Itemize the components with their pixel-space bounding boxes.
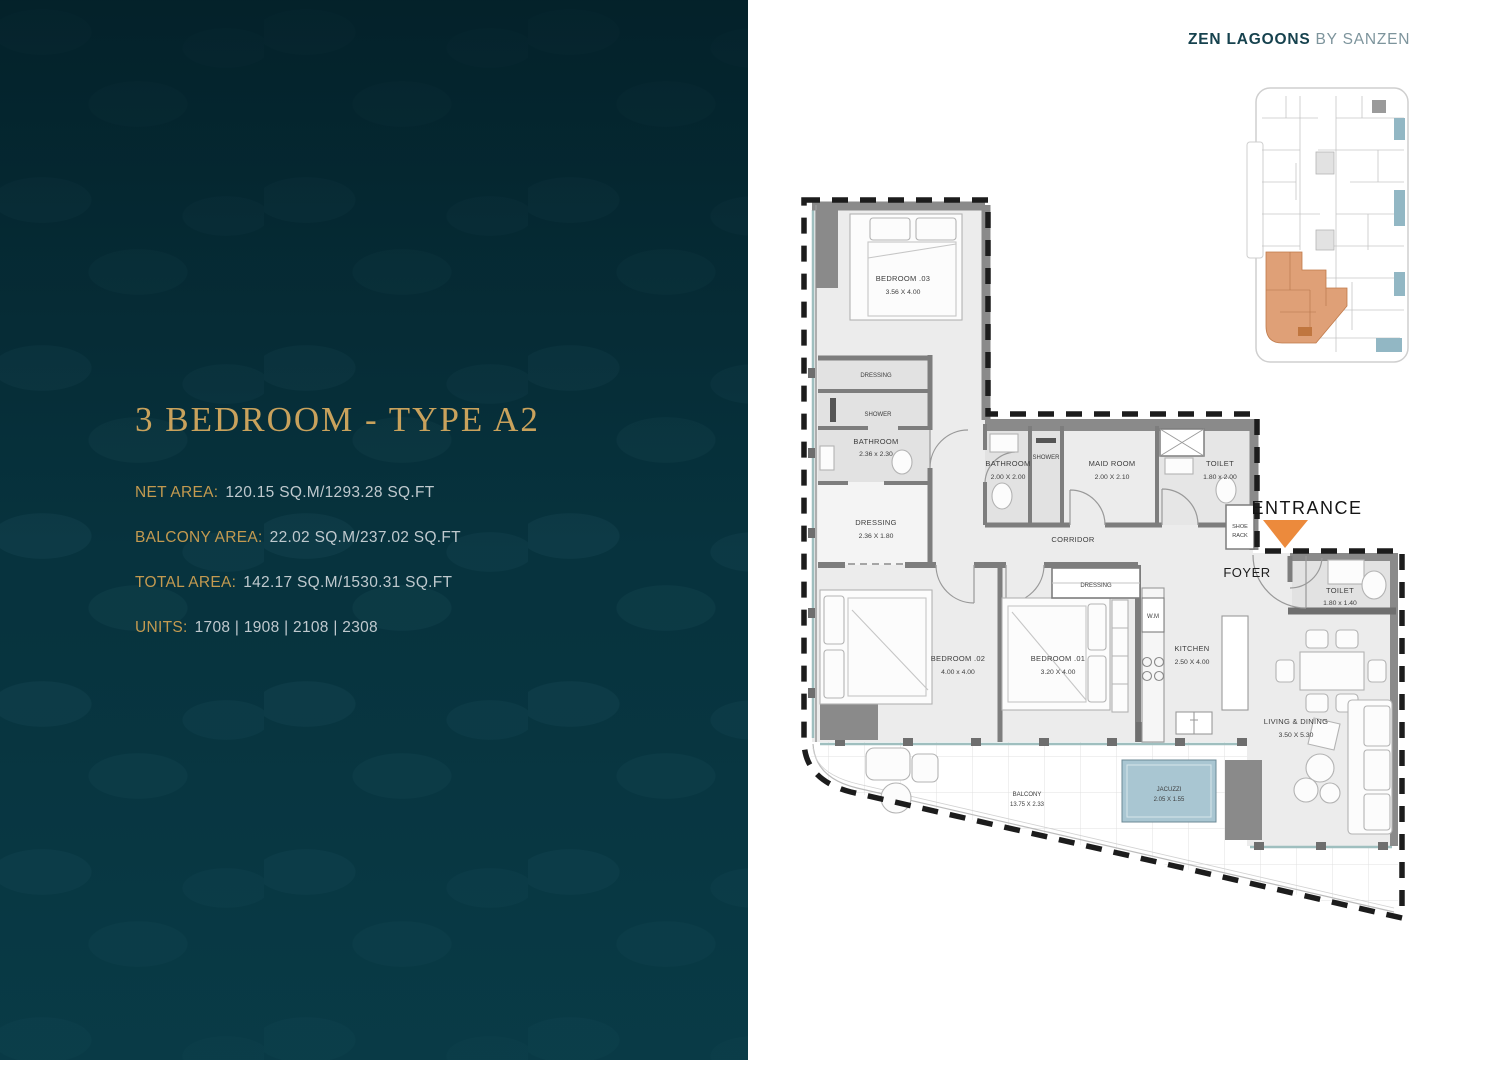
shoe-rack-label-2: RACK: [1232, 533, 1248, 539]
bedroom3-dims: 3.56 X 4.00: [885, 289, 921, 296]
dressing2-name: DRESSING: [855, 518, 897, 527]
spec-total-area: [135, 574, 695, 592]
toilet-powder-name: TOILET: [1326, 586, 1354, 595]
plan-canvas: [748, 0, 1496, 1060]
key-plan: [1247, 88, 1408, 362]
foyer-label: FOYER: [1223, 565, 1271, 580]
bed-bedroom3: [850, 214, 962, 320]
kitchen-island: [1222, 616, 1248, 710]
spec-net-area: [135, 484, 695, 502]
bedroom1-name: BEDROOM .01: [1030, 654, 1086, 663]
key-plan-core: [1316, 230, 1334, 250]
spec-units-label: UNITS:: [135, 619, 188, 636]
brand-logo: [1188, 31, 1410, 49]
shoe-rack: [1226, 505, 1254, 549]
unit-info: [135, 400, 695, 664]
bedroom2-name: BEDROOM .02: [930, 654, 986, 663]
dressing3-name: DRESSING: [860, 373, 892, 379]
key-plan-core: [1316, 152, 1334, 174]
key-plan-roof-detail: [1372, 100, 1386, 113]
entrance-marker: [1251, 498, 1362, 548]
spec-net-value: 120.15 SQ.M/1293.28 SQ.FT: [225, 484, 435, 501]
entrance-arrow-icon: [1263, 520, 1308, 548]
wm-label: W.M: [1147, 614, 1159, 620]
entrance-label: ENTRANCE: [1251, 498, 1363, 518]
spec-net-label: NET AREA:: [135, 484, 219, 501]
balcony-name: BALCONY: [1012, 792, 1042, 798]
jacuzzi-dims: 2.05 X 1.55: [1153, 797, 1185, 803]
bedroom3-wardrobe: [816, 210, 838, 288]
duct-shaft: [1160, 429, 1204, 456]
toilet-guest-dims: 1.80 x 2.00: [1203, 474, 1237, 481]
spec-balcony-area: [135, 529, 695, 547]
spec-total-value: 142.17 SQ.M/1530.31 SQ.FT: [243, 574, 453, 591]
spec-units: [135, 619, 695, 637]
balcony-dims: 13.75 X 2.33: [1009, 802, 1045, 808]
shoe-rack-label-1: SHOE: [1232, 524, 1248, 530]
dressing2-dims: 2.36 X 1.80: [858, 533, 894, 540]
bathroom3-name: BATHROOM: [853, 437, 899, 446]
bedroom3-name: BEDROOM .03: [875, 274, 931, 283]
bathroom2-name: BATHROOM: [985, 459, 1031, 468]
spec-units-value: 1708 | 1908 | 2108 | 2308: [194, 619, 378, 636]
corridor-label: CORRIDOR: [1051, 535, 1095, 544]
spec-balcony-label: BALCONY AREA:: [135, 529, 263, 546]
toilet-powder-dims: 1.80 x 1.40: [1323, 600, 1357, 607]
shower2-head: [1036, 438, 1056, 443]
key-plan-unit-core: [1298, 327, 1312, 336]
dressing1-name: DRESSING: [1080, 583, 1112, 589]
maid-name: MAID ROOM: [1088, 459, 1136, 468]
toilet-guest-name: TOILET: [1206, 459, 1234, 468]
maid-dims: 2.00 X 2.10: [1094, 474, 1130, 481]
living-name: LIVING & DINING: [1263, 717, 1329, 726]
info-panel: [0, 0, 748, 1060]
balcony-column: [1225, 760, 1262, 840]
brand-suffix: BY SANZEN: [1315, 31, 1411, 48]
shower3-name: SHOWER: [864, 412, 892, 418]
bathroom2-dims: 2.00 X 2.00: [990, 474, 1026, 481]
page-title: 3 BEDROOM - TYPE A2: [135, 400, 540, 439]
bed-bedroom2: [820, 590, 932, 704]
jacuzzi-label: JACUZZI: [1156, 787, 1182, 793]
spec-balcony-value: 22.02 SQ.M/237.02 SQ.FT: [269, 529, 461, 546]
bedroom2-dims: 4.00 x 4.00: [941, 669, 975, 676]
brand-name: ZEN LAGOONS: [1188, 31, 1311, 48]
plan-panel: [748, 0, 1496, 1060]
kitchen-name: KITCHEN: [1174, 644, 1210, 653]
jacuzzi: [1122, 760, 1216, 822]
bathroom3-dims: 2.36 x 2.30: [859, 451, 893, 458]
spec-total-label: TOTAL AREA:: [135, 574, 237, 591]
bedroom1-dims: 3.20 X 4.00: [1040, 669, 1076, 676]
shower2-name: SHOWER: [1032, 455, 1060, 461]
shower3-head: [830, 398, 836, 422]
kitchen-dims: 2.50 X 4.00: [1174, 659, 1210, 666]
living-dims: 3.50 X 5.30: [1278, 732, 1314, 739]
